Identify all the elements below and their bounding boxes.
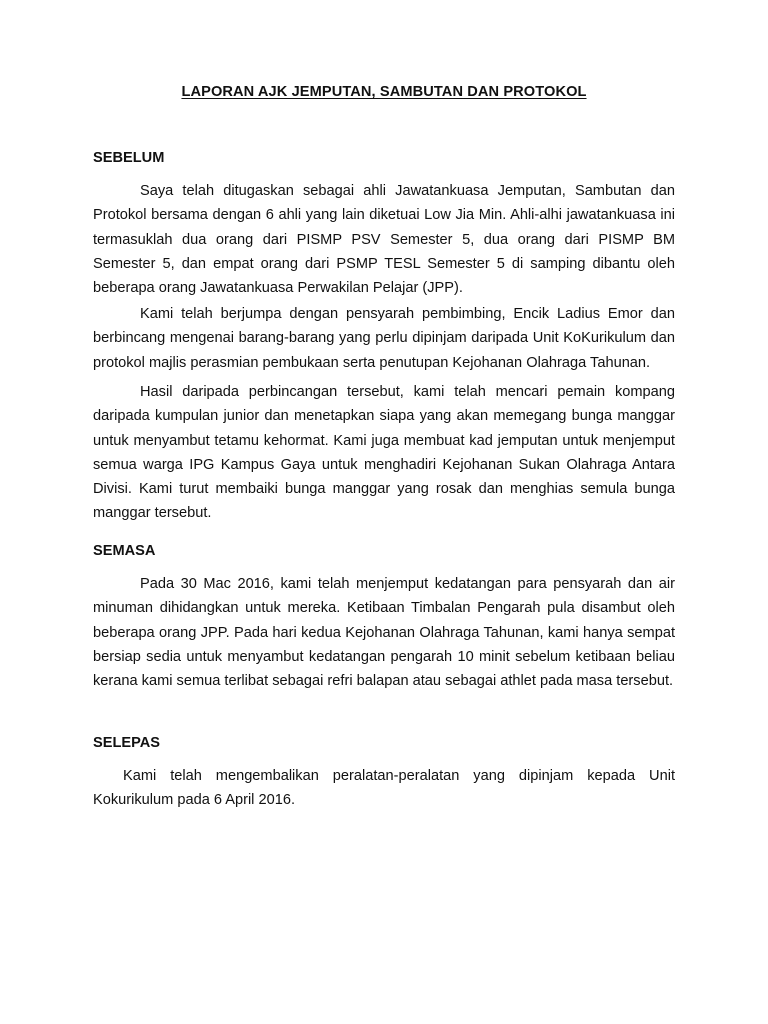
document-title: LAPORAN AJK JEMPUTAN, SAMBUTAN DAN PROTOKOL — [181, 84, 587, 100]
section-heading-semasa: SEMASA — [93, 543, 156, 559]
sebelum-paragraph-2: Kami telah berjumpa dengan pensyarah pembimbing, Encik Ladius Emor dan berbincang mengenai barang-barang yang perlu dipinjam daripada Unit KoKurikulum dan protokol majlis perasmian pembukaan serta penutupan Kejohanan Olahraga Tahunan. — [93, 306, 675, 371]
sebelum-paragraph-1: Saya telah ditugaskan sebagai ahli Jawatankuasa Jemputan, Sambutan dan Protokol bersama dengan 6 ahli yang lain diketuai Low Jia Min. Ahli-alhi jawatankuasa ini termasuklah dua orang dari PISMP PSV Semester 5, dua orang dari PISMP BM Semester 5, dan empat orang dari PSMP TESL Semester 5 di samping dibantu oleh beberapa orang Jawatankuasa Perwakilan Pelajar (JPP). — [93, 183, 675, 297]
section-heading-selepas: SELEPAS — [93, 735, 161, 751]
section-heading-sebelum: SEBELUM — [93, 150, 165, 166]
sebelum-paragraph-3: Hasil daripada perbincangan tersebut, kami telah mencari pemain kompang daripada kumpulan junior dan menetapkan siapa yang akan memegang bunga manggar untuk menyambut tetamu kehormat. Kami juga membuat kad jemputan untuk menjemput semua warga IPG Kampus Gaya untuk menghadiri Kejohanan Sukan Olahraga Antara Divisi. Kami turut membaiki bunga manggar yang rosak dan menghias semula bunga manggar tersebut. — [93, 384, 675, 522]
semasa-paragraph-1: Pada 30 Mac 2016, kami telah menjemput kedatangan para pensyarah dan air minuman dihidangkan untuk mereka. Ketibaan Timbalan Pengarah pula disambut oleh beberapa orang JPP. Pada hari kedua Kejohanan Olahraga Tahunan, kami hanya sempat bersiap sedia untuk menyambut kedatangan pengarah 10 minit sebelum ketibaan beliau kerana kami semua terlibat sebagai refri balapan atau sebagai athlet pada masa tersebut. — [93, 576, 675, 690]
selepas-paragraph-1: Kami telah mengembalikan peralatan-peralatan yang dipinjam kepada Unit Kokurikulum pada 6 April 2016. — [93, 768, 675, 809]
